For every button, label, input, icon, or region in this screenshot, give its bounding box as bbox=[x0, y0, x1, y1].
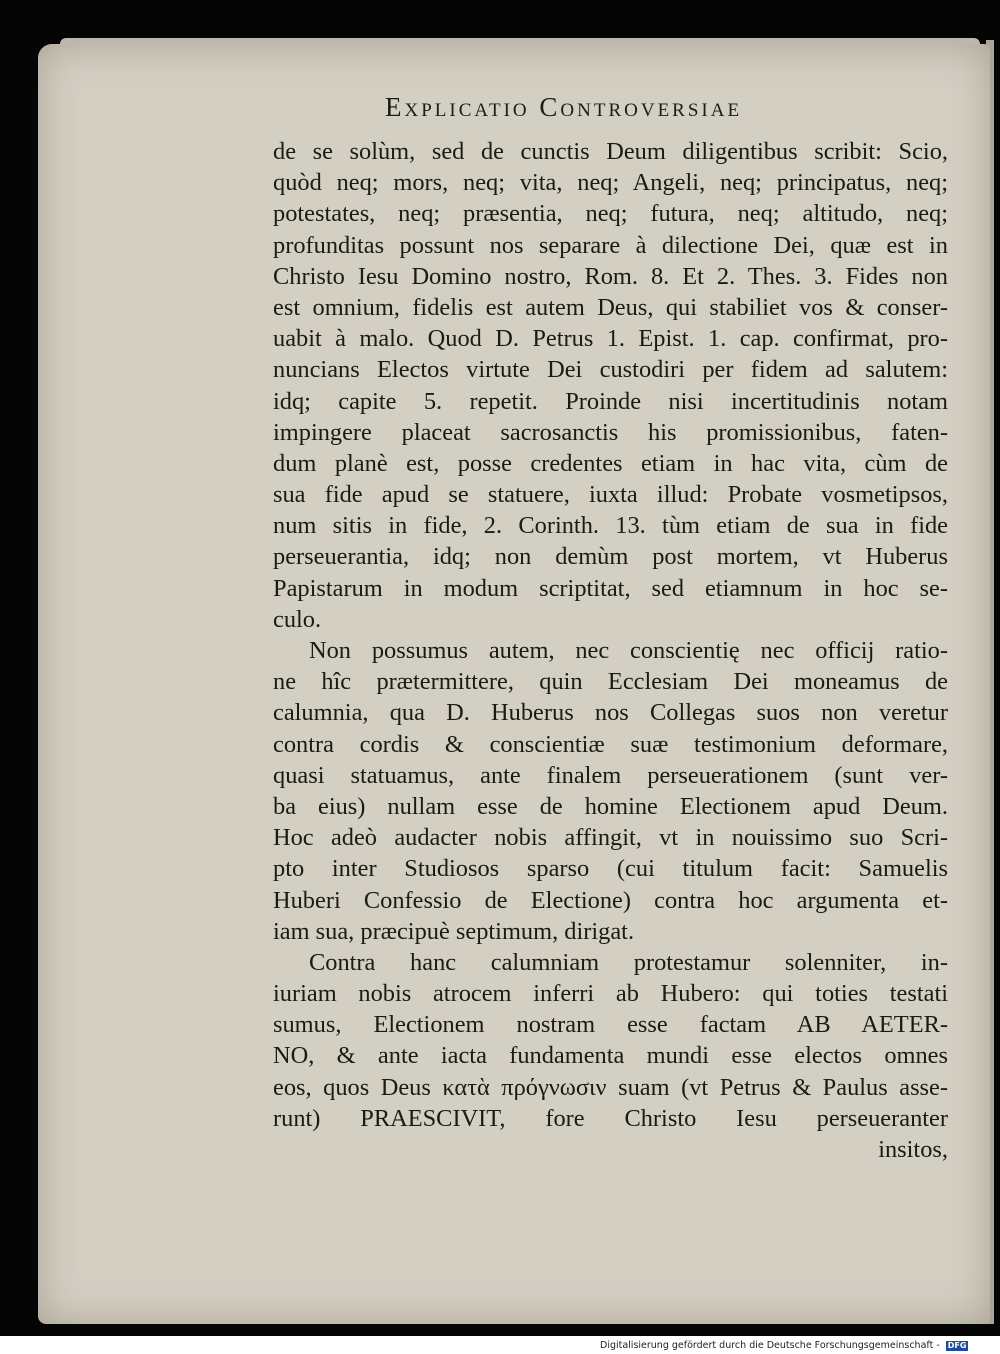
text-line: sua fide apud se statuere, iuxta illud: Probate vosmetipsos, bbox=[273, 481, 948, 509]
dfg-logo: DFG bbox=[947, 1340, 967, 1350]
body-text bbox=[273, 136, 948, 1165]
text-line: sumus, Electionem nostram esse factam AB AETER- bbox=[273, 1011, 948, 1039]
text-line: ne hîc prætermittere, quin Ecclesiam Dei moneamus de bbox=[273, 668, 948, 696]
text-line: pto inter Studiosos sparso (cui titulum facit: Samuelis bbox=[273, 855, 948, 883]
text-line: iuriam nobis atrocem inferri ab Hubero: qui toties testati bbox=[273, 980, 948, 1008]
text-line: est omnium, fidelis est autem Deus, qui stabiliet vos & conser- bbox=[273, 293, 948, 321]
text-line: calumnia, qua D. Huberus nos Collegas suos non veretur bbox=[273, 699, 948, 727]
text-line: Papistarum in modum scriptitat, sed etiamnum in hoc se- bbox=[273, 574, 948, 602]
text-line: nuncians Electos virtute Dei custodiri per fidem ad salutem: bbox=[273, 356, 948, 384]
text-line: perseuerantia, idq; non demùm post mortem, vt Huberus bbox=[273, 543, 948, 571]
text-line: ba eius) nullam esse de homine Electionem apud Deum. bbox=[273, 792, 948, 820]
text-line: dum planè est, posse credentes etiam in hac vita, cùm de bbox=[273, 449, 948, 477]
text-line: impingere placeat sacrosanctis his promissionibus, faten- bbox=[273, 418, 948, 446]
text-line: eos, quos Deus κατὰ πρόγνωσιν suam (vt Petrus & Paulus asse- bbox=[273, 1073, 948, 1101]
text-line: contra cordis & conscientiæ suæ testimonium deformare, bbox=[273, 730, 948, 758]
text-line: runt) PRAESCIVIT, fore Christo Iesu perseueranter bbox=[273, 1104, 948, 1132]
footer-credit bbox=[600, 1340, 968, 1352]
catchword: insitos, bbox=[878, 1136, 948, 1163]
text-line: potestates, neq; præsentia, neq; futura, neq; altitudo, neq; bbox=[273, 200, 948, 228]
text-line: culo. bbox=[273, 605, 322, 633]
running-head: Explicatio Controversiae bbox=[385, 92, 743, 122]
text-line: idq; capite 5. repetit. Proinde nisi incertitudinis notam bbox=[273, 387, 948, 415]
footer-text: Digitalisierung gefördert durch die Deutsche Forschungsgemeinschaft - bbox=[600, 1340, 940, 1351]
text-line: quasi statuamus, ante finalem perseuerationem (sunt ver- bbox=[273, 761, 948, 789]
text-line: de se solùm, sed de cunctis Deum diligentibus scribit: Scio, bbox=[273, 138, 948, 165]
text-line: profunditas possunt nos separare à dilectione Dei, quæ est in bbox=[273, 231, 948, 259]
text-line: quòd neq; mors, neq; vita, neq; Angeli, neq; principatus, neq; bbox=[273, 169, 948, 197]
paragraph-start-line: Contra hanc calumniam protestamur solenniter, in- bbox=[309, 948, 948, 976]
text-line: num sitis in fide, 2. Corinth. 13. tùm etiam de sua in fide bbox=[273, 512, 948, 540]
text-line: iam sua, præcipuè septimum, dirigat. bbox=[273, 917, 635, 945]
text-line: Hoc adeò audacter nobis affingit, vt in nouissimo suo Scri- bbox=[273, 824, 948, 852]
text-line: NO, & ante iacta fundamenta mundi esse electos omnes bbox=[273, 1042, 948, 1070]
text-line: Huberi Confessio de Electione) contra hoc argumenta et- bbox=[273, 886, 948, 914]
paragraph-start-line: Non possumus autem, nec conscientię nec officij ratio- bbox=[309, 637, 948, 664]
text-line: Christo Iesu Domino nostro, Rom. 8. Et 2. Thes. 3. Fides non bbox=[273, 262, 948, 290]
text-line: uabit à malo. Quod D. Petrus 1. Epist. 1. cap. confirmat, pro- bbox=[273, 325, 948, 353]
